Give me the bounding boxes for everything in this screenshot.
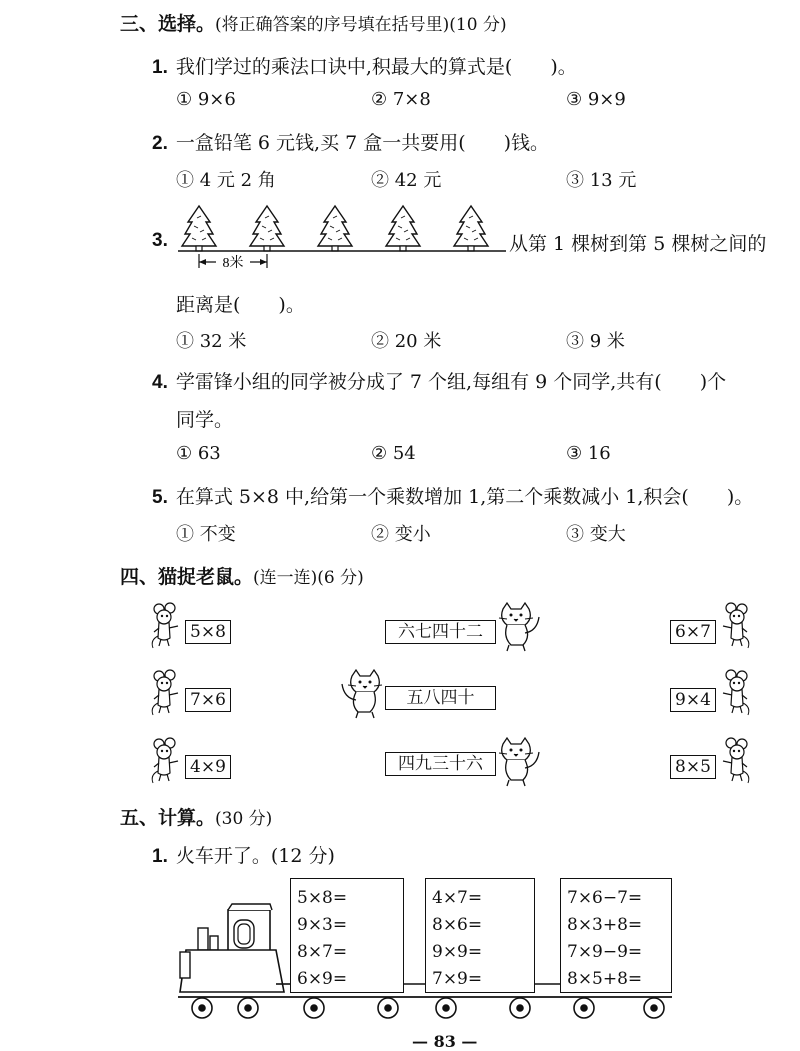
tree-icon bbox=[454, 206, 488, 251]
option[interactable]: ③ 变大 bbox=[566, 524, 626, 545]
right-mouse-expression[interactable]: 9×4 bbox=[670, 688, 716, 712]
question-4-text-cont: 同学。 bbox=[176, 409, 234, 431]
option[interactable]: ② 变小 bbox=[371, 524, 431, 545]
option[interactable]: ② 42 元 bbox=[371, 170, 442, 191]
question-3-text-cont: 距离是( )。 bbox=[176, 294, 305, 316]
cat-icon bbox=[497, 603, 541, 653]
calc-expression[interactable]: 8×6= bbox=[432, 915, 483, 935]
section5-title: 五、计算。 bbox=[120, 807, 216, 829]
calc-expression[interactable]: 5×8= bbox=[297, 888, 348, 908]
question-number: 5. bbox=[152, 487, 168, 508]
question-text: 我们学过的乘法口诀中,积最大的算式是( )。 bbox=[175, 56, 577, 78]
calc-expression[interactable]: 8×3+8= bbox=[567, 915, 643, 935]
cat-icon bbox=[340, 670, 384, 720]
distance-label: 8米 bbox=[222, 256, 244, 271]
calc-expression[interactable]: 4×7= bbox=[432, 888, 483, 908]
question-1 bbox=[152, 52, 577, 79]
section5-header bbox=[120, 803, 272, 830]
left-mouse-expression[interactable]: 5×8 bbox=[185, 620, 231, 644]
calc-expression[interactable]: 9×3= bbox=[297, 915, 348, 935]
tree-icon bbox=[386, 206, 420, 251]
question-number: 1. bbox=[152, 57, 168, 78]
train-car-2 bbox=[425, 878, 535, 993]
question-text: 在算式 5×8 中,给第一个乘数增加 1,第二个乘数减小 1,积会( )。 bbox=[175, 486, 754, 508]
left-mouse-expression[interactable]: 4×9 bbox=[185, 755, 231, 779]
tree-icon bbox=[182, 206, 216, 251]
cat-rhyme[interactable]: 五八四十 bbox=[385, 686, 496, 710]
calc-expression[interactable]: 8×7= bbox=[297, 942, 348, 962]
mouse-icon bbox=[717, 737, 751, 787]
question-number: 1. bbox=[152, 846, 168, 867]
section3-title: 三、选择。 bbox=[120, 13, 216, 35]
calc-expression[interactable]: 7×9−9= bbox=[567, 942, 643, 962]
mouse-icon bbox=[150, 669, 184, 719]
cat-icon bbox=[497, 738, 541, 788]
left-mouse-expression[interactable]: 7×6 bbox=[185, 688, 231, 712]
option[interactable]: ② 54 bbox=[371, 443, 416, 464]
section3-note: (将正确答案的序号填在括号里)(10 分) bbox=[215, 15, 507, 35]
mouse-icon bbox=[150, 602, 184, 652]
section4-header bbox=[120, 562, 364, 589]
question-text: 学雷锋小组的同学被分成了 7 个组,每组有 9 个同学,共有( )个 bbox=[175, 371, 727, 393]
page-number: — 83 — bbox=[412, 1032, 478, 1051]
option[interactable]: ③ 9 米 bbox=[566, 331, 625, 352]
question-number: 2. bbox=[152, 133, 168, 154]
right-mouse-expression[interactable]: 6×7 bbox=[670, 620, 716, 644]
question-5 bbox=[152, 482, 753, 509]
section5-subquestion bbox=[152, 841, 335, 868]
option[interactable]: ③ 16 bbox=[566, 443, 611, 464]
mouse-icon bbox=[717, 669, 751, 719]
tree-row-illustration bbox=[176, 200, 506, 270]
calc-expression[interactable]: 9×9= bbox=[432, 942, 483, 962]
question-3-number bbox=[152, 229, 176, 252]
wheels bbox=[192, 998, 664, 1018]
option[interactable]: ① 4 元 2 角 bbox=[176, 170, 276, 191]
section4-title: 四、猫捉老鼠。 bbox=[120, 566, 254, 588]
option[interactable]: ③ 9×9 bbox=[566, 89, 626, 110]
cat-rhyme[interactable]: 四九三十六 bbox=[385, 752, 496, 776]
option[interactable]: ③ 13 元 bbox=[566, 170, 637, 191]
calc-expression[interactable]: 7×9= bbox=[432, 969, 483, 989]
section5-note: (30 分) bbox=[215, 809, 273, 829]
mouse-icon bbox=[717, 602, 751, 652]
question-text: 一盒铅笔 6 元钱,买 7 盒一共要用( )钱。 bbox=[175, 132, 550, 154]
cat-rhyme[interactable]: 六七四十二 bbox=[385, 620, 496, 644]
question-3-text: 从第 1 棵树到第 5 棵树之间的 bbox=[509, 233, 767, 255]
right-mouse-expression[interactable]: 8×5 bbox=[670, 755, 716, 779]
question-2 bbox=[152, 128, 549, 155]
train-car-3 bbox=[560, 878, 672, 993]
calc-expression[interactable]: 6×9= bbox=[297, 969, 348, 989]
locomotive-icon bbox=[180, 904, 292, 992]
section4-note: (连一连)(6 分) bbox=[253, 568, 364, 588]
calc-expression[interactable]: 7×6−7= bbox=[567, 888, 643, 908]
section3-header bbox=[120, 9, 507, 36]
option[interactable]: ① 不变 bbox=[176, 524, 236, 545]
tree-icon bbox=[250, 206, 284, 251]
option[interactable]: ① 63 bbox=[176, 443, 221, 464]
question-number: 3. bbox=[152, 230, 168, 251]
mouse-icon bbox=[150, 737, 184, 787]
option[interactable]: ② 20 米 bbox=[371, 331, 442, 352]
question-4 bbox=[152, 367, 726, 394]
option[interactable]: ① 32 米 bbox=[176, 331, 247, 352]
tree-icon bbox=[318, 206, 352, 251]
question-number: 4. bbox=[152, 372, 168, 393]
question-text: 火车开了。(12 分) bbox=[175, 845, 335, 867]
calc-expression[interactable]: 8×5+8= bbox=[567, 969, 643, 989]
option[interactable]: ② 7×8 bbox=[371, 89, 431, 110]
train-car-1 bbox=[290, 878, 404, 993]
option[interactable]: ① 9×6 bbox=[176, 89, 236, 110]
